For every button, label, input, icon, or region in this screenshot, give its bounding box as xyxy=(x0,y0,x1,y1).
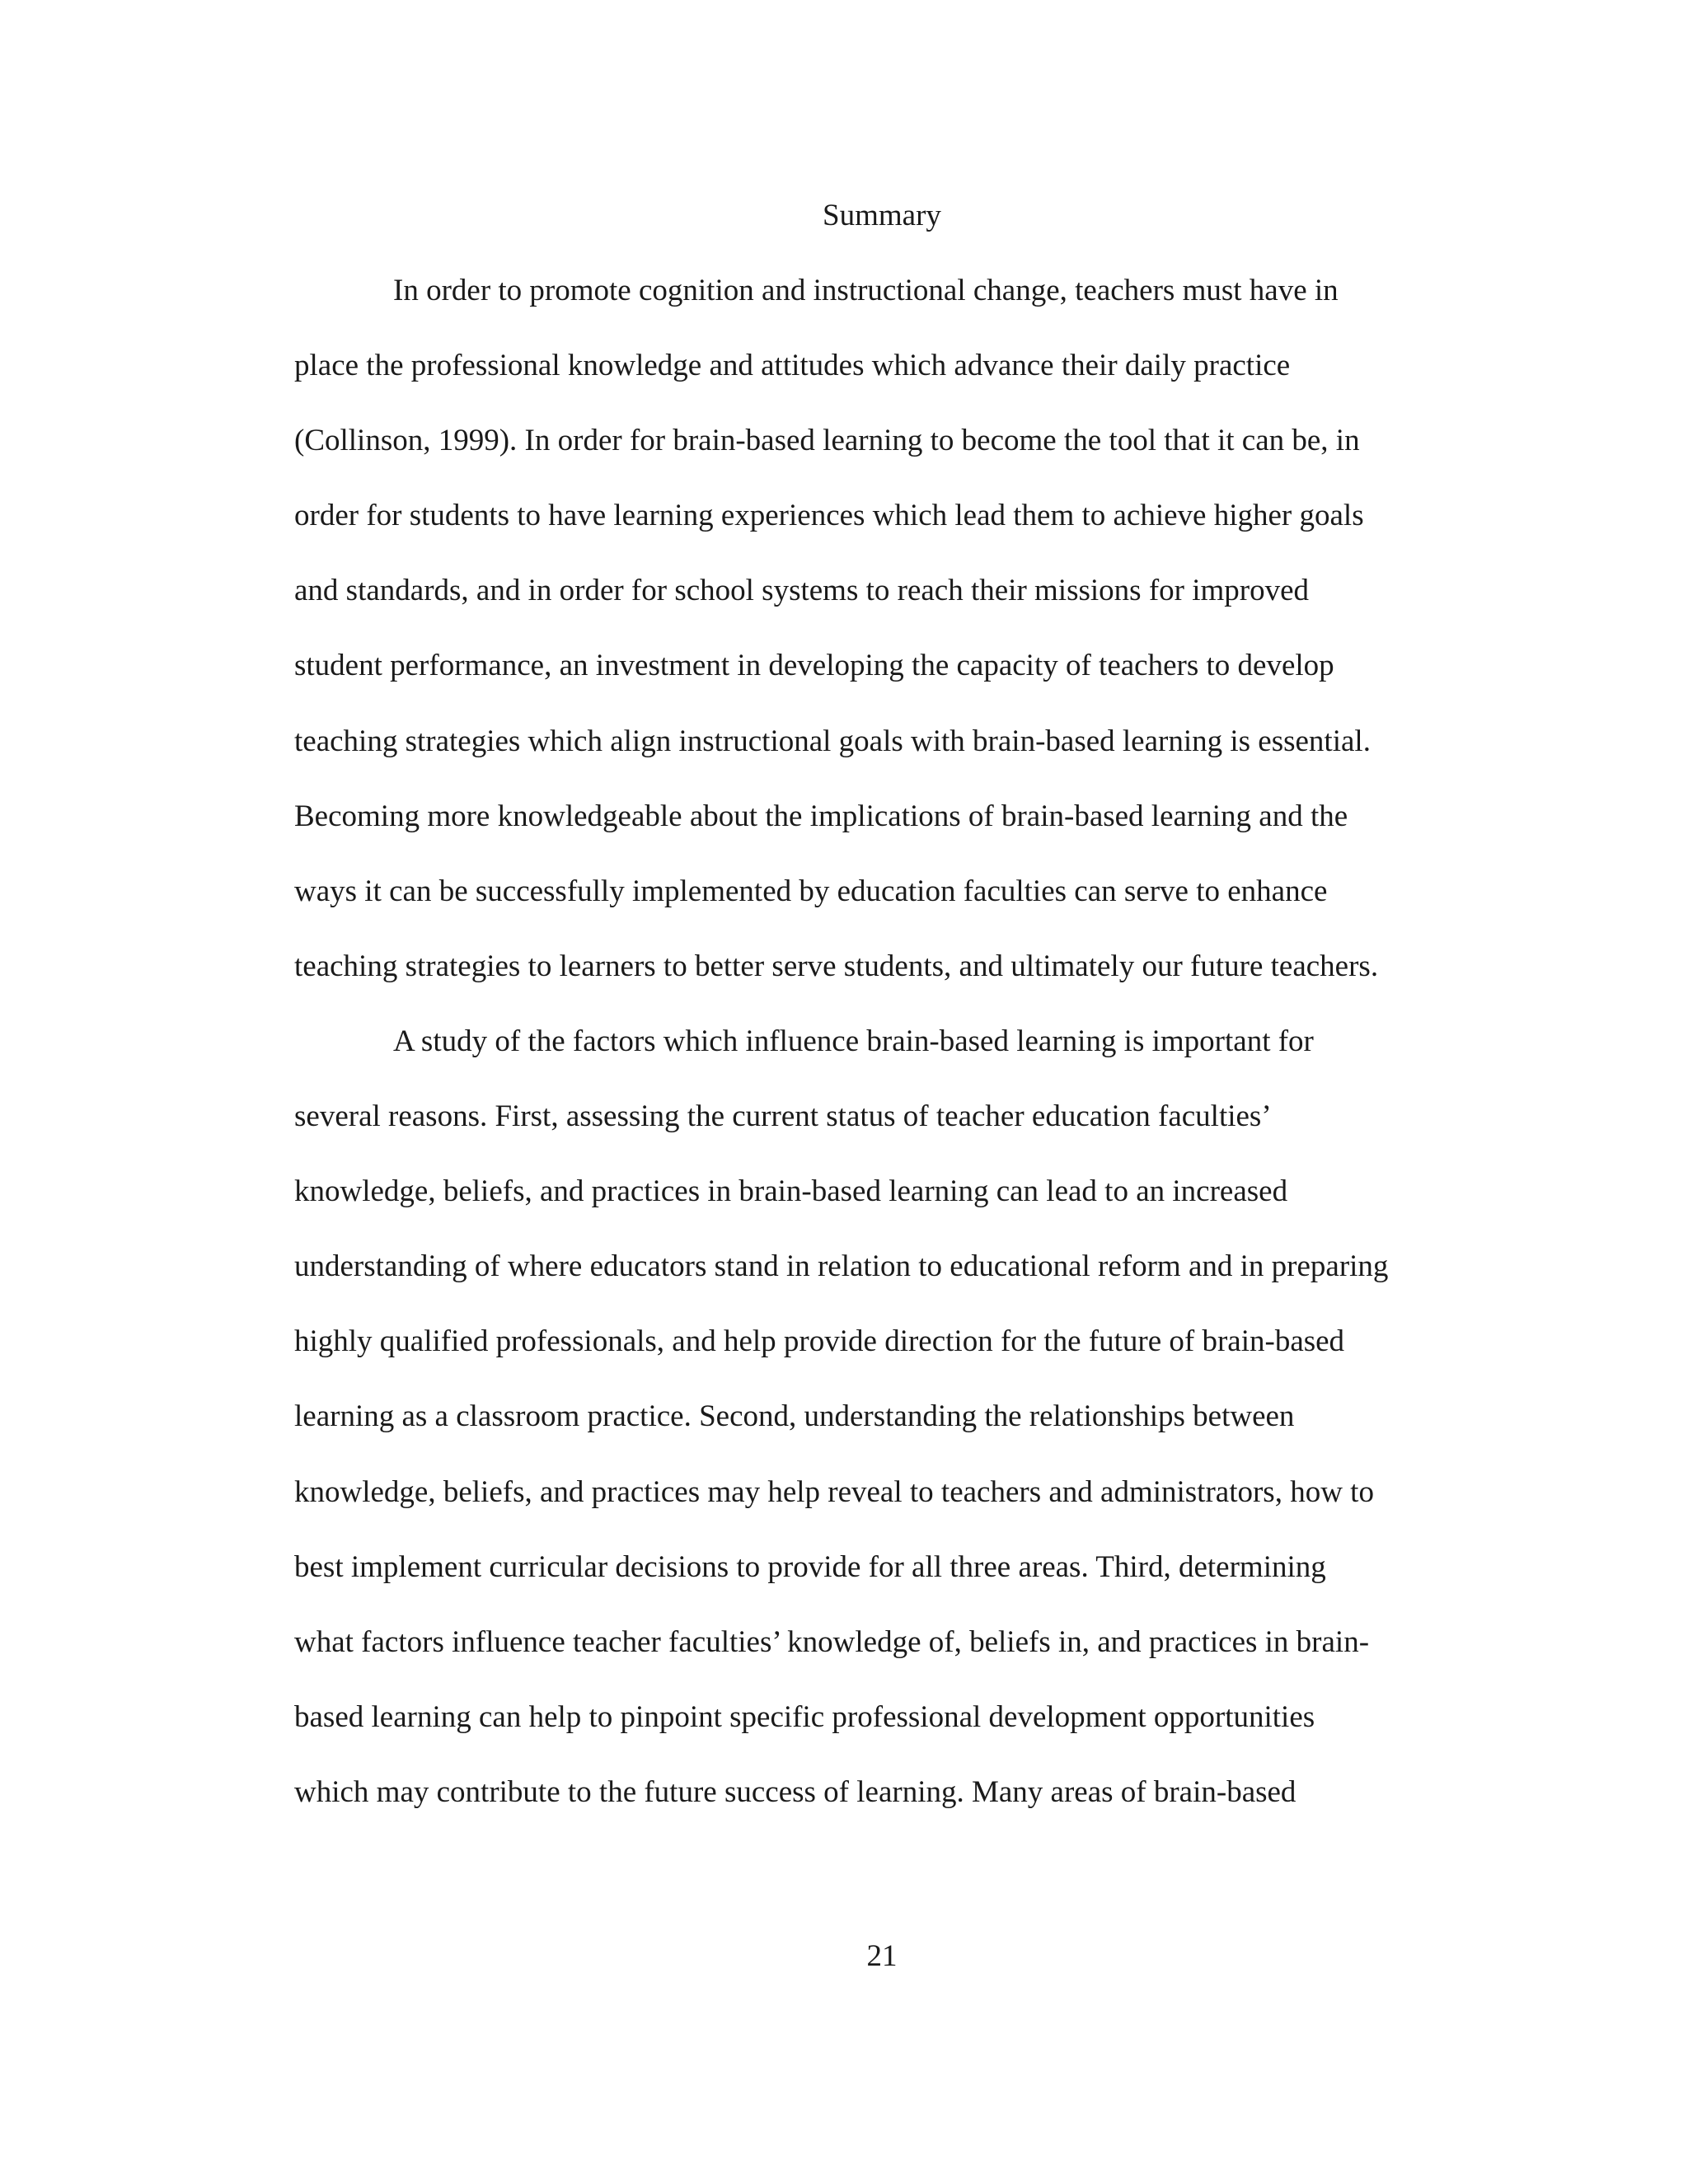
text-line: order for students to have learning experiences which lead them to achieve higher goals xyxy=(294,499,1364,533)
text-line: what factors influence teacher faculties’ knowledge of, beliefs in, and practices in brain- xyxy=(294,1624,1370,1659)
text-line: learning as a classroom practice. Second, understanding the relationships between xyxy=(294,1399,1295,1434)
text-line: student performance, an investment in developing the capacity of teachers to develop xyxy=(294,649,1334,683)
body-text xyxy=(294,269,1498,1846)
text-line: several reasons. First, assessing the current status of teacher education faculties’ xyxy=(294,1099,1272,1134)
text-line: Becoming more knowledgeable about the implications of brain-based learning and the xyxy=(294,799,1348,833)
text-line: (Collinson, 1999). In order for brain-based learning to become the tool that it can be, in xyxy=(294,424,1360,458)
text-line: place the professional knowledge and attitudes which advance their daily practice xyxy=(294,349,1291,383)
text-line: In order to promote cognition and instructional change, teachers must have in xyxy=(393,274,1339,307)
text-line: based learning can help to pinpoint specific professional development opportunities xyxy=(294,1699,1315,1734)
text-line: and standards, and in order for school systems to reach their missions for improved xyxy=(294,574,1310,608)
page-number: 21 xyxy=(866,1939,898,1973)
text-line: knowledge, beliefs, and practices in brain-based learning can lead to an increased xyxy=(294,1174,1288,1209)
text-line: understanding of where educators stand in relation to educational reform and in preparing xyxy=(294,1249,1389,1284)
text-line: which may contribute to the future success of learning. Many areas of brain-based xyxy=(294,1774,1296,1809)
text-line: teaching strategies to learners to better serve students, and ultimately our future teachers. xyxy=(294,949,1379,983)
text-line: highly qualified professionals, and help provide direction for the future of brain-based xyxy=(294,1324,1345,1359)
text-line: A study of the factors which influence brain-based learning is important for xyxy=(393,1024,1314,1058)
text-line: knowledge, beliefs, and practices may help reveal to teachers and administrators, how to xyxy=(294,1474,1374,1509)
section-heading: Summary xyxy=(823,199,941,232)
text-line: best implement curricular decisions to provide for all three areas. Third, determining xyxy=(294,1549,1326,1584)
text-line: ways it can be successfully implemented by education faculties can serve to enhance xyxy=(294,874,1328,908)
text-line: teaching strategies which align instructional goals with brain-based learning is essential. xyxy=(294,724,1371,758)
